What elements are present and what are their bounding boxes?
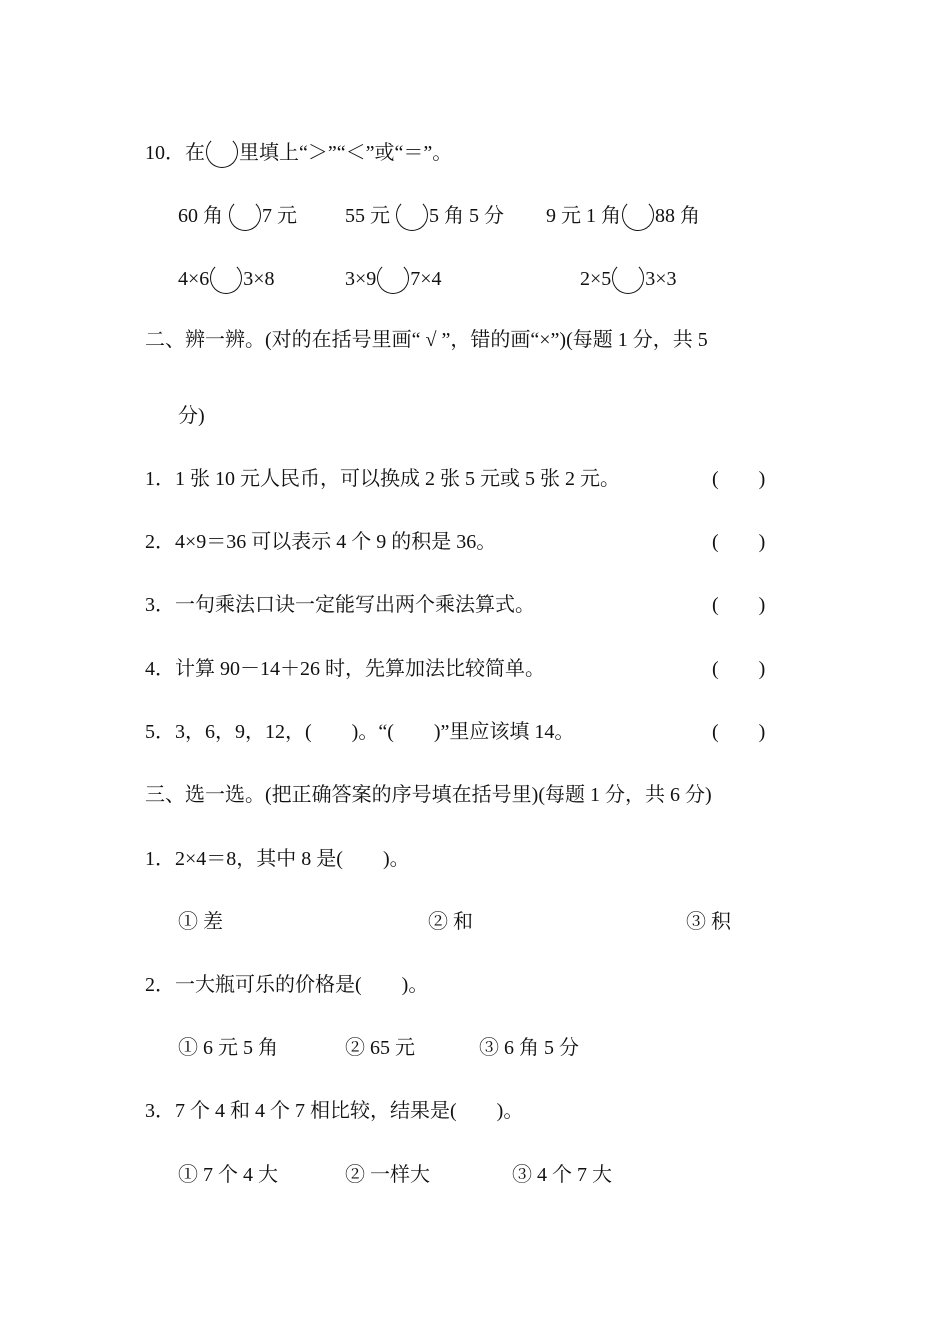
compare-right: 88 角 bbox=[655, 205, 700, 227]
option-3[interactable]: ③ 4 个 7 大 bbox=[512, 1164, 612, 1186]
option-1[interactable]: ① 差 bbox=[178, 911, 223, 933]
section2-title: 二、辨一辨。(对的在括号里画“ √ ”，错的画“×”)(每题 1 分，共 5 bbox=[145, 329, 708, 351]
compare-right: 7 元 bbox=[262, 205, 297, 227]
judge-item-2 bbox=[145, 528, 496, 556]
compare-circle[interactable] bbox=[612, 262, 644, 294]
option-3[interactable]: ③ 积 bbox=[686, 911, 731, 933]
answer-paren[interactable]: ( ) bbox=[712, 658, 766, 680]
option-2[interactable]: ② 65 元 bbox=[345, 1037, 415, 1059]
answer-paren[interactable]: ( ) bbox=[712, 531, 766, 553]
option-2[interactable]: ② 一样大 bbox=[345, 1164, 430, 1186]
compare-left: 60 角 bbox=[178, 205, 223, 227]
q10-row2-item3 bbox=[580, 262, 677, 294]
choice-question-3: 3．7 个 4 和 4 个 7 相比较，结果是( )。 bbox=[145, 1100, 524, 1122]
item-number: 1． bbox=[145, 468, 175, 490]
judge-item-3 bbox=[145, 591, 535, 619]
option-3[interactable]: ③ 6 角 5 分 bbox=[479, 1037, 579, 1059]
judge-item-1 bbox=[145, 465, 620, 493]
answer-paren[interactable]: ( ) bbox=[712, 468, 766, 490]
option-1[interactable]: ① 7 个 4 大 bbox=[178, 1164, 278, 1186]
q10-row1-item1 bbox=[178, 199, 297, 231]
item-text: 4×9＝36 可以表示 4 个 9 的积是 36。 bbox=[175, 531, 497, 553]
q10-row1-item2 bbox=[345, 199, 504, 231]
q10-number: 10． bbox=[145, 142, 185, 164]
item-text: 1 张 10 元人民币，可以换成 2 张 5 元或 5 张 2 元。 bbox=[175, 468, 620, 490]
option-1[interactable]: ① 6 元 5 角 bbox=[178, 1037, 278, 1059]
q10-line bbox=[145, 136, 452, 168]
compare-right: 3×3 bbox=[645, 268, 677, 290]
choice-question-1: 1．2×4＝8，其中 8 是( )。 bbox=[145, 848, 410, 870]
item-number: 2． bbox=[145, 531, 175, 553]
judge-item-5 bbox=[145, 718, 574, 746]
compare-right: 3×8 bbox=[243, 268, 275, 290]
compare-left: 55 元 bbox=[345, 205, 390, 227]
compare-circle[interactable] bbox=[229, 199, 261, 231]
item-text: 计算 90－14＋26 时，先算加法比较简单。 bbox=[175, 658, 545, 680]
q10-row2-item1 bbox=[178, 262, 275, 294]
compare-circle[interactable] bbox=[396, 199, 428, 231]
answer-paren[interactable]: ( ) bbox=[712, 721, 766, 743]
q10-prefix: 在 bbox=[185, 142, 205, 164]
item-text: 3，6，9，12，( )。“( )”里应该填 14。 bbox=[175, 721, 575, 743]
compare-circle[interactable] bbox=[377, 262, 409, 294]
option-2[interactable]: ② 和 bbox=[428, 911, 473, 933]
item-number: 4． bbox=[145, 658, 175, 680]
q10-instruction: 里填上“＞”“＜”或“＝”。 bbox=[239, 142, 453, 164]
section2-title-cont: 分) bbox=[178, 405, 205, 427]
compare-left: 2×5 bbox=[580, 268, 612, 290]
item-text: 一句乘法口诀一定能写出两个乘法算式。 bbox=[175, 594, 535, 616]
answer-paren[interactable]: ( ) bbox=[712, 594, 766, 616]
section3-title: 三、选一选。(把正确答案的序号填在括号里)(每题 1 分，共 6 分) bbox=[145, 784, 712, 806]
compare-right: 7×4 bbox=[410, 268, 442, 290]
judge-item-4 bbox=[145, 655, 545, 683]
compare-circle[interactable] bbox=[622, 199, 654, 231]
choice-question-2: 2．一大瓶可乐的价格是( )。 bbox=[145, 974, 429, 996]
compare-left: 4×6 bbox=[178, 268, 210, 290]
q10-row1-item3 bbox=[546, 199, 700, 231]
compare-circle bbox=[206, 136, 238, 168]
q10-row2-item2 bbox=[345, 262, 442, 294]
compare-left: 9 元 1 角 bbox=[546, 205, 621, 227]
item-number: 3． bbox=[145, 594, 175, 616]
compare-circle[interactable] bbox=[210, 262, 242, 294]
compare-right: 5 角 5 分 bbox=[429, 205, 504, 227]
item-number: 5． bbox=[145, 721, 175, 743]
compare-left: 3×9 bbox=[345, 268, 377, 290]
